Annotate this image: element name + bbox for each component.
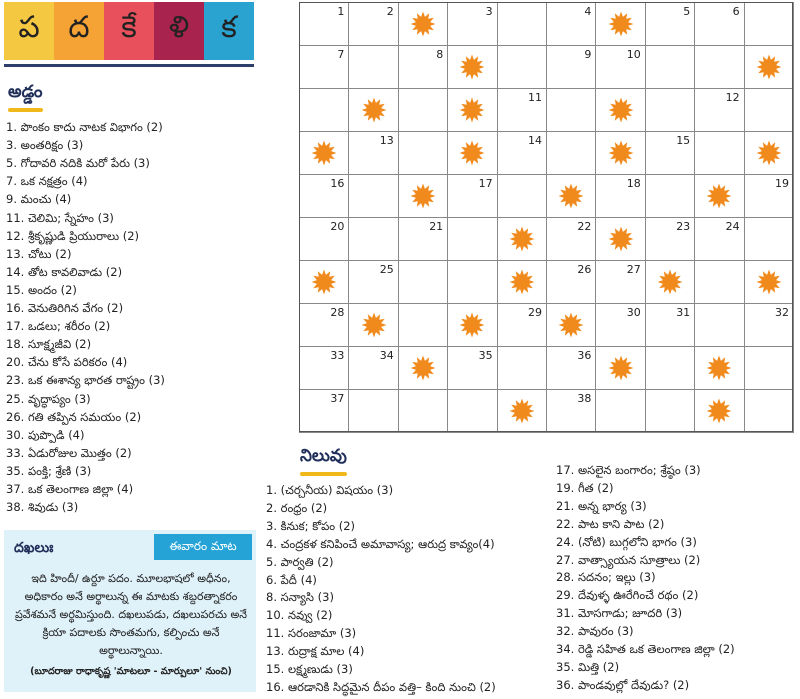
- clue-item: 1. (చర్చనీయ) విషయం (3): [266, 483, 394, 497]
- blocked-cell: [744, 131, 794, 175]
- blocked-cell: [398, 174, 448, 218]
- clue-item: 19. గీత (2): [556, 480, 614, 495]
- blocked-cell: [447, 88, 497, 132]
- clue-item: 35. మిత్తి (2): [556, 659, 620, 674]
- title-tile: క: [204, 2, 254, 60]
- clue-item: 5. గోదావరి నదికి మరో పేరు (3): [6, 156, 150, 171]
- clue-item: 21. అన్న భార్య (3): [556, 498, 647, 513]
- grid-cell[interactable]: [348, 45, 398, 89]
- cell-number: 35: [478, 349, 493, 362]
- grid-cell[interactable]: [546, 2, 596, 46]
- title-tile: ళి: [154, 2, 204, 60]
- grid-cell[interactable]: [595, 303, 645, 347]
- clue-item: 22. పాట కాని పాట (2): [556, 516, 665, 531]
- grid-cell[interactable]: [645, 346, 695, 390]
- grid-cell[interactable]: [398, 88, 448, 132]
- clue-item: 38. శివుడు (3): [6, 500, 79, 515]
- clue-item: 27. వాత్స్యాయన సూత్రాలు (2): [556, 552, 701, 567]
- cell-number: 16: [330, 177, 345, 190]
- grid-cell[interactable]: [595, 389, 645, 433]
- blocked-cell: [447, 45, 497, 89]
- grid-cell[interactable]: [645, 2, 695, 46]
- grid-cell[interactable]: [694, 2, 744, 46]
- cell-number: 5: [683, 5, 691, 18]
- grid-cell[interactable]: [398, 217, 448, 261]
- grid-cell[interactable]: [744, 217, 794, 261]
- clue-item: 5. పార్వతి (2): [266, 554, 334, 569]
- down-heading-underline: [300, 472, 347, 476]
- clue-item: 6. పేదీ (4): [266, 572, 317, 587]
- cell-number: 8: [436, 48, 444, 61]
- title-tile: ద: [54, 2, 104, 60]
- cell-number: 24: [725, 220, 740, 233]
- grid-cell[interactable]: [645, 45, 695, 89]
- grid-cell[interactable]: [497, 88, 547, 132]
- clue-item: 30. పుప్పొడి (4): [6, 427, 85, 442]
- grid-cell[interactable]: [348, 2, 398, 46]
- blocked-cell: [348, 88, 398, 132]
- grid-cell[interactable]: [694, 45, 744, 89]
- sun-star-icon: [509, 226, 535, 252]
- grid-cell[interactable]: [546, 217, 596, 261]
- cell-number: 4: [584, 5, 592, 18]
- grid-cell[interactable]: [694, 260, 744, 304]
- grid-cell[interactable]: [348, 389, 398, 433]
- clue-item: 29. దేవుళ్ళ ఊరేగించే రథం (2): [556, 588, 699, 603]
- sun-star-icon: [311, 140, 337, 166]
- cell-number: 1: [337, 5, 345, 18]
- clue-item: 35. పంక్తి; శ్రేణి (3): [6, 463, 92, 478]
- grid-cell[interactable]: [744, 174, 794, 218]
- sun-star-icon: [756, 54, 782, 80]
- clue-item: 23. ఒక ఈశాన్య భారత రాష్ట్రం (3): [6, 373, 165, 388]
- grid-cell[interactable]: [744, 88, 794, 132]
- grid-cell[interactable]: [398, 303, 448, 347]
- blocked-cell: [694, 174, 744, 218]
- clue-item: 25. వృద్ధాప్యం (3): [6, 391, 91, 406]
- clue-item: 16. ఆరడానికి సిద్ధమైన దీపం వత్తి– కింది నుంచి (2): [266, 679, 496, 694]
- title-tile: కే: [104, 2, 154, 60]
- grid-cell[interactable]: [348, 131, 398, 175]
- cell-number: 23: [676, 220, 691, 233]
- grid-cell[interactable]: [744, 2, 794, 46]
- grid-cell[interactable]: [497, 131, 547, 175]
- clue-item: 9. మంచు (4): [6, 192, 72, 207]
- clue-item: 37. ఒక తెలంగాణ జిల్లా (4): [6, 482, 134, 496]
- grid-cell[interactable]: [497, 303, 547, 347]
- grid-cell[interactable]: [299, 88, 349, 132]
- blocked-cell: [299, 131, 349, 175]
- grid-cell[interactable]: [398, 131, 448, 175]
- cell-number: 22: [577, 220, 592, 233]
- sun-star-icon: [608, 97, 634, 123]
- grid-cell[interactable]: [447, 389, 497, 433]
- cell-number: 31: [676, 306, 691, 319]
- clue-item: 13. చోటు (2): [6, 246, 72, 261]
- sun-star-icon: [706, 183, 732, 209]
- grid-cell[interactable]: [497, 2, 547, 46]
- blocked-cell: [744, 260, 794, 304]
- grid-cell[interactable]: [299, 346, 349, 390]
- clue-item: 36. పాండవుల్లో దేవుడు? (2): [556, 677, 690, 692]
- cell-number: 25: [379, 263, 394, 276]
- sun-star-icon: [410, 183, 436, 209]
- grid-cell[interactable]: [299, 2, 349, 46]
- word-of-week-source: (బూదరాజు రాధాకృష్ణ 'మాటలూ - మార్పులూ' నుంచి): [30, 666, 232, 677]
- grid-cell[interactable]: [348, 346, 398, 390]
- word-of-week-tag: ఈవారం మాట: [154, 534, 252, 560]
- grid-cell[interactable]: [299, 217, 349, 261]
- cell-number: 2: [386, 5, 394, 18]
- down-heading: [300, 446, 347, 470]
- grid-cell[interactable]: [744, 303, 794, 347]
- cell-number: 27: [626, 263, 641, 276]
- grid-cell[interactable]: [645, 131, 695, 175]
- blocked-cell: [595, 2, 645, 46]
- cell-number: 30: [626, 306, 641, 319]
- grid-cell[interactable]: [398, 389, 448, 433]
- sun-star-icon: [608, 140, 634, 166]
- sun-star-icon: [459, 54, 485, 80]
- down-heading-text: నిలువు: [300, 446, 347, 466]
- clue-item: 15. లక్ష్మణుడు (3): [266, 662, 353, 676]
- cell-number: 28: [330, 306, 345, 319]
- clue-item: 7. ఒక నక్షత్రం (4): [6, 174, 88, 189]
- cell-number: 15: [676, 134, 691, 147]
- blocked-cell: [595, 217, 645, 261]
- cell-number: 14: [527, 134, 542, 147]
- blocked-cell: [497, 389, 547, 433]
- clue-item: 8. సన్యాసి (3): [266, 590, 334, 605]
- grid-cell[interactable]: [546, 88, 596, 132]
- sun-star-icon: [756, 140, 782, 166]
- grid-cell[interactable]: [595, 45, 645, 89]
- cell-number: 9: [584, 48, 592, 61]
- sun-star-icon: [756, 269, 782, 295]
- clue-item: 1. పొంకం కాదు నాటక విభాగం (2): [6, 120, 163, 134]
- blocked-cell: [546, 303, 596, 347]
- blocked-cell: [497, 217, 547, 261]
- grid-cell[interactable]: [348, 217, 398, 261]
- grid-cell[interactable]: [546, 389, 596, 433]
- grid-cell[interactable]: [645, 88, 695, 132]
- blocked-cell: [447, 303, 497, 347]
- clue-item: 28. సదనం; ఇల్లు (3): [556, 570, 656, 585]
- clue-item: 31. మోసగాడు; జూదరి (3): [556, 606, 683, 621]
- grid-cell[interactable]: [447, 346, 497, 390]
- blocked-cell: [497, 260, 547, 304]
- grid-cell[interactable]: [595, 260, 645, 304]
- title-tile: ప: [4, 2, 54, 60]
- sun-star-icon: [608, 11, 634, 37]
- clue-item: 24. (నోటి) బుగ్గలోని భాగం (3): [556, 534, 697, 549]
- clue-item: 18. సూక్ష్మజీవి (2): [6, 337, 92, 352]
- blocked-cell: [595, 346, 645, 390]
- clue-item: 10. నవ్వు (2): [266, 608, 333, 623]
- across-heading: [8, 82, 43, 106]
- cell-number: 32: [774, 306, 789, 319]
- grid-cell[interactable]: [546, 260, 596, 304]
- clue-item: 12. శ్రీకృష్ణుడి ప్రియురాలు (2): [6, 228, 140, 243]
- blocked-cell: [398, 2, 448, 46]
- clue-item: 33. ఏడురోజుల మొత్తం (2): [6, 445, 132, 460]
- title-banner: [4, 2, 254, 60]
- blocked-cell: [348, 303, 398, 347]
- grid-cell[interactable]: [645, 303, 695, 347]
- cell-number: 18: [626, 177, 641, 190]
- clue-item: 34. రెడ్డి సహిత ఒక తెలంగాణ జిల్లా (2): [556, 642, 735, 656]
- across-heading-text: అడ్డం: [8, 82, 43, 102]
- sun-star-icon: [706, 398, 732, 424]
- clue-item: 2. రంధ్రం (2): [266, 500, 328, 515]
- grid-cell[interactable]: [447, 217, 497, 261]
- sun-star-icon: [657, 269, 683, 295]
- sun-star-icon: [361, 312, 387, 338]
- grid-cell[interactable]: [595, 174, 645, 218]
- clue-item: 11. సరంజామా (3): [266, 626, 357, 641]
- grid-cell[interactable]: [398, 260, 448, 304]
- clue-item: 17. అసలైన బంగారం; శ్రేష్ఠం (3): [556, 463, 701, 477]
- grid-cell[interactable]: [546, 131, 596, 175]
- grid-cell[interactable]: [645, 389, 695, 433]
- cell-number: 33: [330, 349, 345, 362]
- sun-star-icon: [410, 355, 436, 381]
- grid-cell[interactable]: [398, 45, 448, 89]
- cell-number: 34: [379, 349, 394, 362]
- clue-item: 26. గతి తప్పిన సమయం (2): [6, 409, 142, 424]
- grid-cell[interactable]: [497, 346, 547, 390]
- sun-star-icon: [311, 269, 337, 295]
- grid-cell[interactable]: [348, 260, 398, 304]
- sun-star-icon: [558, 183, 584, 209]
- title-divider: [4, 64, 254, 67]
- blocked-cell: [546, 174, 596, 218]
- cell-number: 20: [330, 220, 345, 233]
- grid-cell[interactable]: [497, 45, 547, 89]
- grid-cell[interactable]: [694, 217, 744, 261]
- clue-item: 3. కినుక; కోపం (2): [266, 518, 356, 533]
- across-heading-underline: [8, 108, 43, 112]
- clue-item: 3. అంతరిక్షం (3): [6, 138, 84, 153]
- grid-cell[interactable]: [694, 88, 744, 132]
- sun-star-icon: [410, 11, 436, 37]
- grid-cell[interactable]: [497, 174, 547, 218]
- cell-number: 37: [330, 392, 345, 405]
- grid-cell[interactable]: [546, 45, 596, 89]
- sun-star-icon: [509, 269, 535, 295]
- clue-item: 17. ఒడలు; శరీరం (2): [6, 319, 111, 334]
- cell-number: 38: [577, 392, 592, 405]
- grid-cell[interactable]: [447, 260, 497, 304]
- sun-star-icon: [361, 97, 387, 123]
- word-of-week-title: దఖలుః: [14, 540, 54, 556]
- grid-cell[interactable]: [299, 174, 349, 218]
- clue-item: 32. పావురం (3): [556, 624, 634, 639]
- grid-cell[interactable]: [447, 2, 497, 46]
- blocked-cell: [645, 260, 695, 304]
- cell-number: 29: [527, 306, 542, 319]
- grid-cell[interactable]: [744, 346, 794, 390]
- sun-star-icon: [459, 312, 485, 338]
- grid-cell[interactable]: [694, 131, 744, 175]
- grid-cell[interactable]: [645, 174, 695, 218]
- grid-cell[interactable]: [299, 45, 349, 89]
- sun-star-icon: [706, 355, 732, 381]
- grid-cell[interactable]: [299, 303, 349, 347]
- grid-cell[interactable]: [744, 389, 794, 433]
- clue-item: 16. వెనుతిరిగిన వేగం (2): [6, 301, 124, 315]
- blocked-cell: [447, 131, 497, 175]
- cell-number: 21: [429, 220, 444, 233]
- sun-star-icon: [459, 140, 485, 166]
- cell-number: 6: [732, 5, 740, 18]
- grid-cell[interactable]: [645, 217, 695, 261]
- sun-star-icon: [608, 355, 634, 381]
- blocked-cell: [398, 346, 448, 390]
- blocked-cell: [299, 260, 349, 304]
- sun-star-icon: [509, 398, 535, 424]
- blocked-cell: [595, 88, 645, 132]
- clue-item: 4. చంద్రకళ కనిపించే అమావాస్య; ఆరుద్ర కావ్యం(4): [266, 536, 495, 551]
- cell-number: 3: [485, 5, 493, 18]
- cell-number: 10: [626, 48, 641, 61]
- grid-cell[interactable]: [299, 389, 349, 433]
- cell-number: 13: [379, 134, 394, 147]
- clue-item: 11. చెలిమి; స్నేహం (3): [6, 210, 114, 225]
- clue-item: 14. తోట కావలివాడు (2): [6, 264, 123, 279]
- grid-cell[interactable]: [447, 174, 497, 218]
- cell-number: 12: [725, 91, 740, 104]
- cell-number: 17: [478, 177, 493, 190]
- cell-number: 26: [577, 263, 592, 276]
- blocked-cell: [694, 389, 744, 433]
- cell-number: 7: [337, 48, 345, 61]
- sun-star-icon: [459, 97, 485, 123]
- grid-cell[interactable]: [694, 303, 744, 347]
- cell-number: 36: [577, 349, 592, 362]
- word-of-week-text: ఇది హిందీ/ ఉర్దూ పదం. మూలభాషలో అధీనం, అధికారం అనే అర్థాలున్న ఈ మాటకు శబ్దరత్నాకరం ప్రవేశమనే అర్థమిస్తుంది. దఖలుపడు, దఖలుపరచు అనే క్రియా పదాలకు సొంతమగు, కల్పించు అనే అర్థాలున్నాయి.: [14, 572, 247, 657]
- word-of-week-box: [4, 530, 256, 692]
- blocked-cell: [694, 346, 744, 390]
- clue-item: 20. చేను కోసే పరికరం (4): [6, 355, 128, 370]
- cell-number: 19: [774, 177, 789, 190]
- grid-cell[interactable]: [546, 346, 596, 390]
- crossword-grid: [299, 2, 793, 432]
- blocked-cell: [744, 45, 794, 89]
- clue-item: 15. అందం (2): [6, 282, 77, 297]
- grid-cell[interactable]: [348, 174, 398, 218]
- blocked-cell: [595, 131, 645, 175]
- clue-item: 13. రుద్రాక్ష మాల (4): [266, 644, 365, 659]
- sun-star-icon: [608, 226, 634, 252]
- sun-star-icon: [558, 312, 584, 338]
- cell-number: 11: [527, 91, 542, 104]
